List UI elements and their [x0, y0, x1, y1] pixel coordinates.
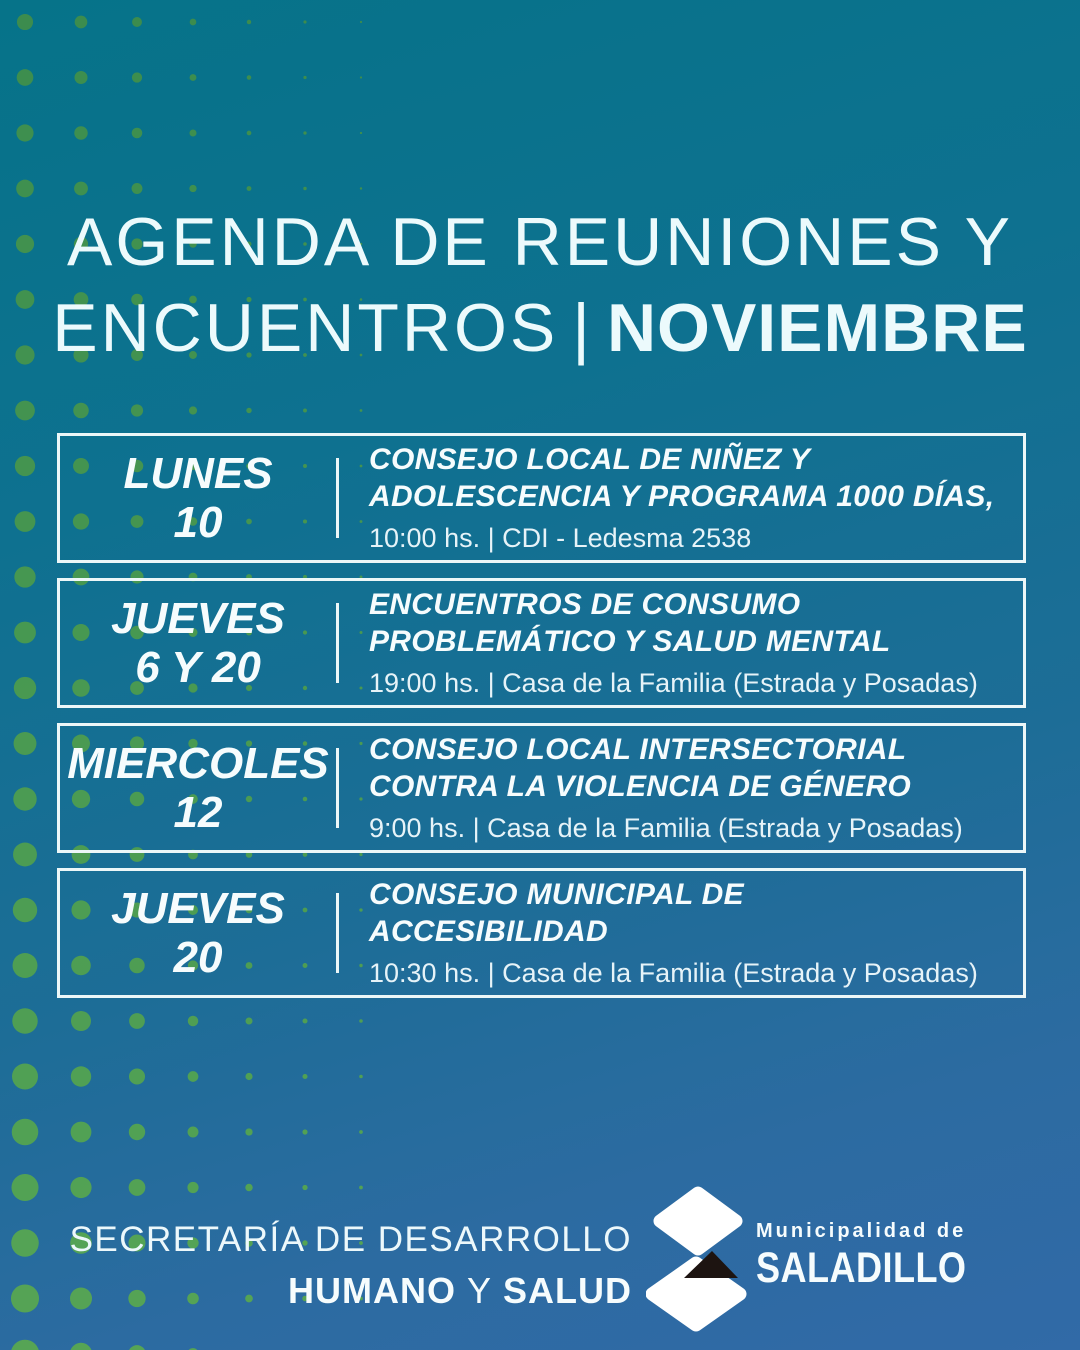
title-line2-bold: NOVIEMBRE [606, 289, 1028, 366]
logo-org-label: Municipalidad de [756, 1220, 967, 1242]
event-date: LUNES 10 [123, 448, 273, 547]
event-date: MIERCOLES 12 [67, 738, 329, 837]
event-body [339, 877, 1023, 989]
event-title: CONSEJO LOCAL DE NIÑEZ Y ADOLESCENCIA Y PROGRAMA 1000 DÍAS, [369, 443, 995, 513]
footer-y: Y [466, 1270, 492, 1311]
event-detail: 10:00 hs. | CDI - Ledesma 2538 [369, 522, 752, 553]
logo-city-label: SALADILLO [756, 1244, 967, 1292]
event-title: ENCUENTROS DE CONSUMO PROBLEMÁTICO Y SALUD MENTAL [369, 588, 891, 658]
event-detail: 19:00 hs. | Casa de la Familia (Estrada y Posadas) [369, 667, 978, 698]
title-separator: | [572, 289, 593, 366]
title-line1: AGENDA DE REUNIONES Y [67, 204, 1013, 280]
footer-line1: SECRETARÍA DE DESARROLLO [69, 1220, 632, 1259]
event-title: CONSEJO LOCAL INTERSECTORIAL CONTRA LA VIOLENCIA DE GÉNERO [369, 733, 912, 803]
event-card [57, 578, 1026, 708]
event-body [339, 732, 1023, 844]
event-title: CONSEJO MUNICIPAL DE ACCESIBILIDAD [369, 878, 744, 948]
event-body [339, 442, 1023, 554]
footer-salud: SALUD [503, 1270, 632, 1311]
event-detail: 10:30 hs. | Casa de la Familia (Estrada y Posadas) [369, 957, 978, 988]
footer-humano: HUMANO [287, 1270, 456, 1311]
event-card [57, 433, 1026, 563]
event-body [339, 587, 1023, 699]
event-card [57, 723, 1026, 853]
event-card [57, 868, 1026, 998]
footer-secretaria [70, 1220, 632, 1312]
title-line2-light: ENCUENTROS [52, 289, 559, 366]
title-line2 [0, 286, 1080, 372]
event-detail: 9:00 hs. | Casa de la Familia (Estrada y Posadas) [369, 812, 963, 843]
logo-text [756, 1220, 1007, 1293]
footer-line2 [70, 1270, 632, 1312]
page-title [0, 200, 1080, 371]
event-date: JUEVES 6 Y 20 [111, 593, 285, 692]
saladillo-logo-icon [646, 1184, 750, 1336]
event-date: JUEVES 20 [111, 883, 285, 982]
